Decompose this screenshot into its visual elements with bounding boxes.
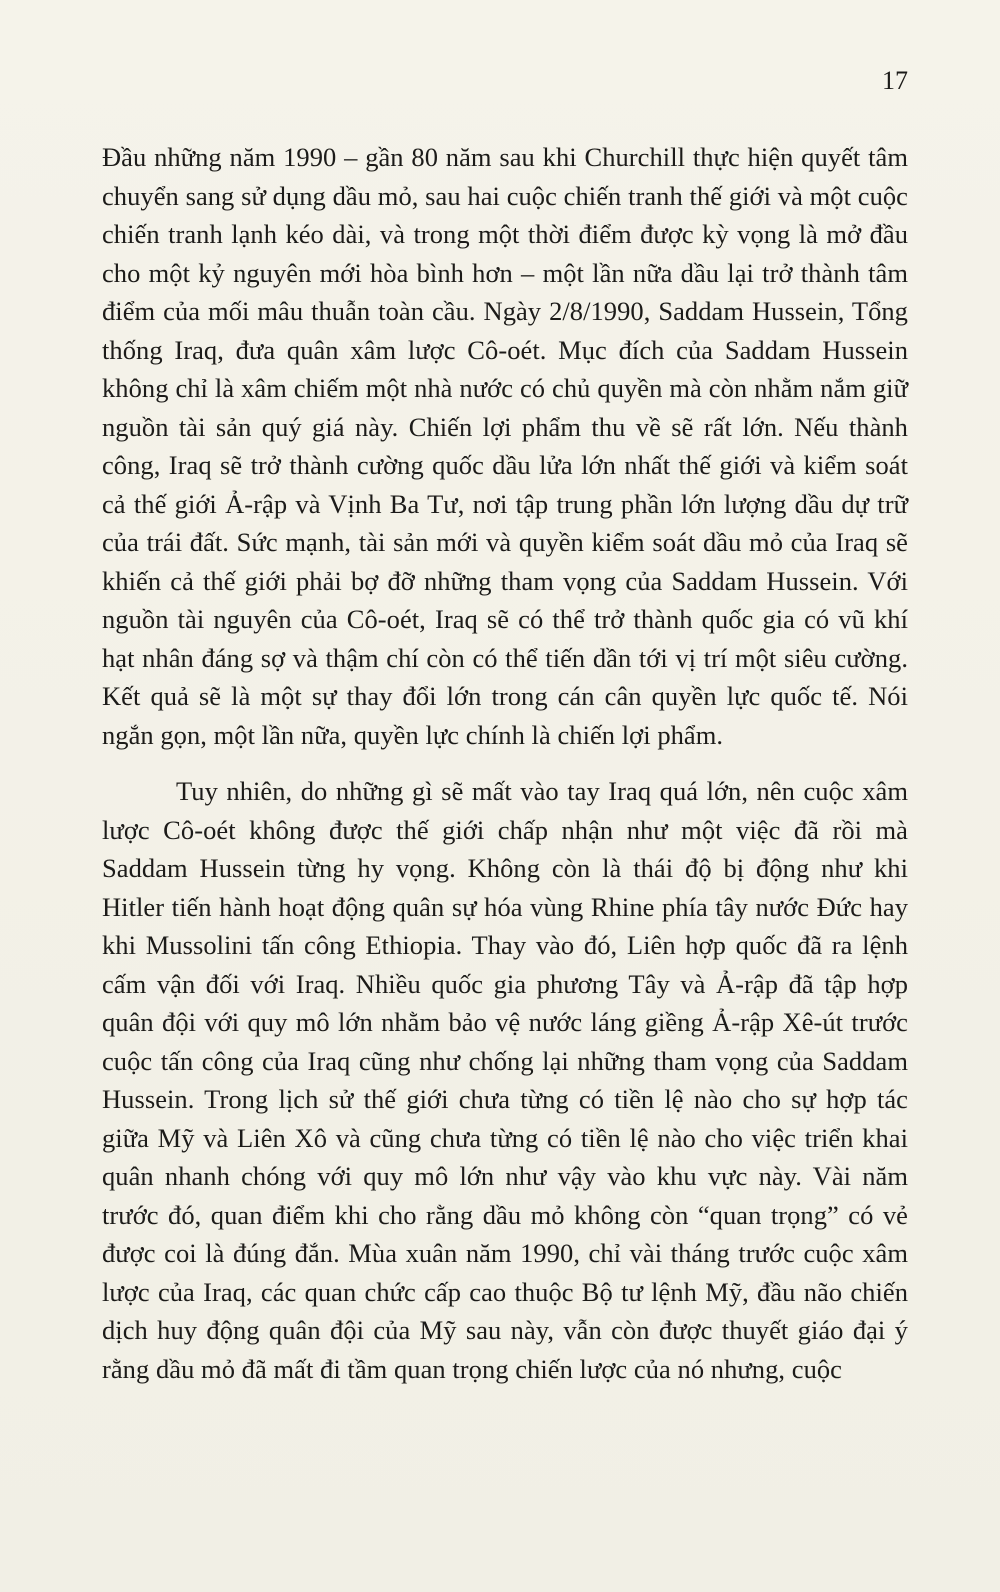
page-number: 17 [882,66,908,95]
paragraph-2: Tuy nhiên, do những gì sẽ mất vào tay Iraq quá lớn, nên cuộc xâm lược Cô-oét không được thế giới chấp nhận như một việc đã rồi mà Saddam Hussein từng hy vọng. Không còn là thái độ bị động như khi Hitler tiến hành hoạt động quân sự hóa vùng Rhine phía tây nước Đức hay khi Mussolini tấn công Ethiopia. Thay vào đó, Liên hợp quốc đã ra lệnh cấm vận đối với Iraq. Nhiều quốc gia phương Tây và Ả-rập đã tập hợp quân đội với quy mô lớn nhằm bảo vệ nước láng giềng Ả-rập Xê-út trước cuộc tấn công của Iraq cũng như chống lại những tham vọng của Saddam Hussein. Trong lịch sử thế giới chưa từng có tiền lệ nào cho sự hợp tác giữa Mỹ và Liên Xô và cũng chưa từng có tiền lệ nào cho việc triển khai quân nhanh chóng với quy mô lớn như vậy vào khu vực này. Vài năm trước đó, quan điểm khi cho rằng dầu mỏ không còn “quan trọng” có vẻ được coi là đúng đắn. Mùa xuân năm 1990, chỉ vài tháng trước cuộc xâm lược của Iraq, các quan chức cấp cao thuộc Bộ tư lệnh Mỹ, đầu não chiến dịch huy động quân đội của Mỹ sau này, vẫn còn được thuyết giáo đại ý rằng dầu mỏ đã mất đi tầm quan trọng chiến lược của nó nhưng, cuộc [102,776,908,1384]
paragraph-1: Đầu những năm 1990 – gần 80 năm sau khi Churchill thực hiện quyết tâm chuyển sang sử dụng dầu mỏ, sau hai cuộc chiến tranh thế giới và một cuộc chiến tranh lạnh kéo dài, và trong một thời điểm được kỳ vọng là mở đầu cho một kỷ nguyên mới hòa bình hơn – một lần nữa dầu lại trở thành tâm điểm của mối mâu thuẫn toàn cầu. Ngày 2/8/1990, Saddam Hussein, Tổng thống Iraq, đưa quân xâm lược Cô-oét. Mục đích của Saddam Hussein không chỉ là xâm chiếm một nhà nước có chủ quyền mà còn nhằm nắm giữ nguồn tài sản quý giá này. Chiến lợi phẩm thu về sẽ rất lớn. Nếu thành công, Iraq sẽ trở thành cường quốc dầu lửa lớn nhất thế giới và kiểm soát cả thế giới Ả-rập và Vịnh Ba Tư, nơi tập trung phần lớn lượng dầu dự trữ của trái đất. Sức mạnh, tài sản mới và quyền kiểm soát dầu mỏ của Iraq sẽ khiến cả thế giới phải bợ đỡ những tham vọng của Saddam Hussein. Với nguồn tài nguyên của Cô-oét, Iraq sẽ có thể trở thành quốc gia có vũ khí hạt nhân đáng sợ và thậm chí còn có thể tiến dần tới vị trí một siêu cường. Kết quả sẽ là một sự thay đổi lớn trong cán cân quyền lực quốc tế. Nói ngắn gọn, một lần nữa, quyền lực chính là chiến lợi phẩm. [102,142,908,750]
page-body-text [102,138,908,1388]
